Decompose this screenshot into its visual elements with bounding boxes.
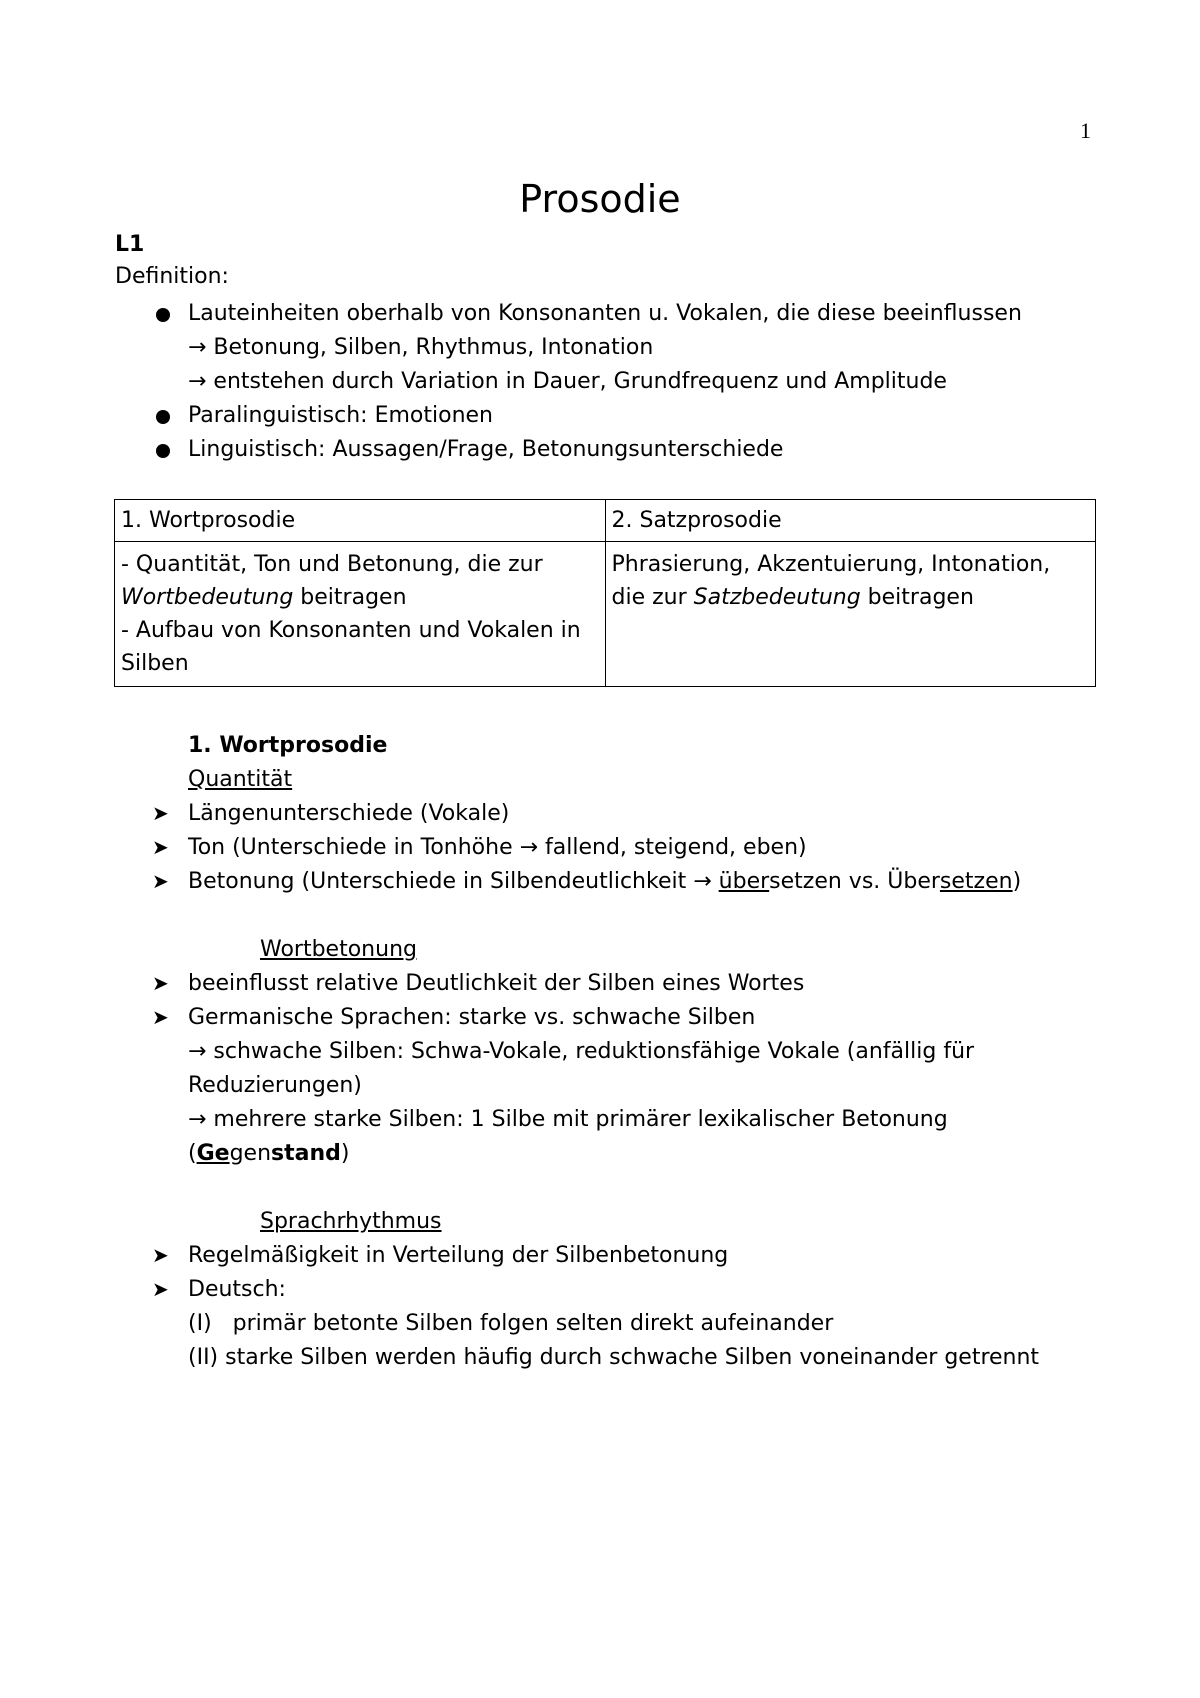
arrowhead-bullet-icon: ➤ bbox=[152, 971, 169, 995]
italic-term: Wortbedeutung bbox=[121, 585, 294, 610]
italic-term: Satzbedeutung bbox=[693, 585, 861, 610]
sub-item: (I) primär betonte Silben folgen selten direkt aufeinander bbox=[188, 1311, 834, 1336]
list-item: Ton (Unterschiede in Tonhöhe → fallend, steigend, eben) bbox=[188, 835, 807, 860]
cell-text: die zur bbox=[611, 585, 694, 610]
stressed-syllable: über bbox=[718, 869, 770, 894]
strong-syllable: stand bbox=[271, 1141, 341, 1166]
definition-subline: → Betonung, Silben, Rhythmus, Intonation bbox=[188, 335, 654, 360]
arrowhead-bullet-icon: ➤ bbox=[152, 1005, 169, 1029]
bullet-dot bbox=[156, 410, 170, 424]
stressed-syllable: Ge bbox=[196, 1141, 230, 1166]
sub-item: → mehrere starke Silben: 1 Silbe mit primärer lexikalischer Betonung bbox=[188, 1107, 948, 1132]
text-segment: gen bbox=[229, 1141, 272, 1166]
cell-line bbox=[612, 581, 1090, 614]
table-cell-satzprosodie bbox=[605, 542, 1096, 687]
stressed-syllable: setzen bbox=[939, 869, 1013, 894]
page-number: 1 bbox=[1080, 118, 1091, 143]
sub-item: → schwache Silben: Schwa-Vokale, reduktionsfähige Vokale (anfällig für bbox=[188, 1039, 975, 1064]
arrowhead-bullet-icon: ➤ bbox=[152, 835, 169, 859]
cell-line bbox=[121, 581, 599, 614]
list-item: beeinflusst relative Deutlichkeit der Silben eines Wortes bbox=[188, 971, 805, 996]
text-segment: ) bbox=[1012, 869, 1022, 894]
subheading: Wortbetonung bbox=[260, 937, 417, 962]
table-header-row bbox=[115, 500, 1096, 542]
page-title: Prosodie bbox=[519, 177, 681, 221]
list-item bbox=[188, 867, 1021, 897]
cell-text: beitragen bbox=[293, 585, 407, 610]
text-segment: setzen vs. Über bbox=[769, 869, 940, 894]
cell-line: - Aufbau von Konsonanten und Vokalen in bbox=[121, 618, 581, 643]
section-heading: 1. Wortprosodie bbox=[188, 733, 388, 758]
definition-heading: Definition: bbox=[115, 264, 229, 289]
text-segment: Betonung (Unterschiede in Silbendeutlichkeit → bbox=[188, 869, 719, 894]
definition-bullet: Lauteinheiten oberhalb von Konsonanten u. Vokalen, die diese beeinflussen bbox=[188, 301, 1022, 326]
bullet-dot bbox=[156, 444, 170, 458]
cell-line: Phrasierung, Akzentuierung, Intonation, bbox=[611, 552, 1051, 577]
table-header-cell: 2. Satzprosodie bbox=[605, 500, 1096, 542]
arrowhead-bullet-icon: ➤ bbox=[152, 1277, 169, 1301]
arrowhead-bullet-icon: ➤ bbox=[152, 801, 169, 825]
section-label: L1 bbox=[115, 232, 145, 257]
text-segment: ( bbox=[188, 1141, 197, 1166]
arrowhead-bullet-icon: ➤ bbox=[152, 869, 169, 893]
list-item: Regelmäßigkeit in Verteilung der Silbenbetonung bbox=[188, 1243, 729, 1268]
table-cell-wortprosodie bbox=[115, 542, 606, 687]
prosody-table bbox=[114, 499, 1096, 687]
table-header-cell: 1. Wortprosodie bbox=[115, 500, 606, 542]
definition-bullet: Linguistisch: Aussagen/Frage, Betonungsunterschiede bbox=[188, 437, 784, 462]
definition-subline: → entstehen durch Variation in Dauer, Grundfrequenz und Amplitude bbox=[188, 369, 947, 394]
bullet-dot bbox=[156, 308, 170, 322]
subheading: Quantität bbox=[188, 767, 293, 792]
arrowhead-bullet-icon: ➤ bbox=[152, 1243, 169, 1267]
definition-bullet: Paralinguistisch: Emotionen bbox=[188, 403, 493, 428]
list-item: Deutsch: bbox=[188, 1277, 286, 1302]
example bbox=[188, 1139, 350, 1169]
sub-item: (II) starke Silben werden häufig durch schwache Silben voneinander getrennt bbox=[188, 1345, 1040, 1370]
subheading: Sprachrhythmus bbox=[260, 1209, 442, 1234]
cell-line: Silben bbox=[121, 651, 189, 676]
cell-line: - Quantität, Ton und Betonung, die zur bbox=[121, 552, 543, 577]
cell-text: beitragen bbox=[860, 585, 974, 610]
list-item: Germanische Sprachen: starke vs. schwache Silben bbox=[188, 1005, 756, 1030]
text-segment: ) bbox=[340, 1141, 350, 1166]
sub-item: Reduzierungen) bbox=[188, 1073, 362, 1098]
table-row bbox=[115, 542, 1096, 687]
list-item: Längenunterschiede (Vokale) bbox=[188, 801, 510, 826]
